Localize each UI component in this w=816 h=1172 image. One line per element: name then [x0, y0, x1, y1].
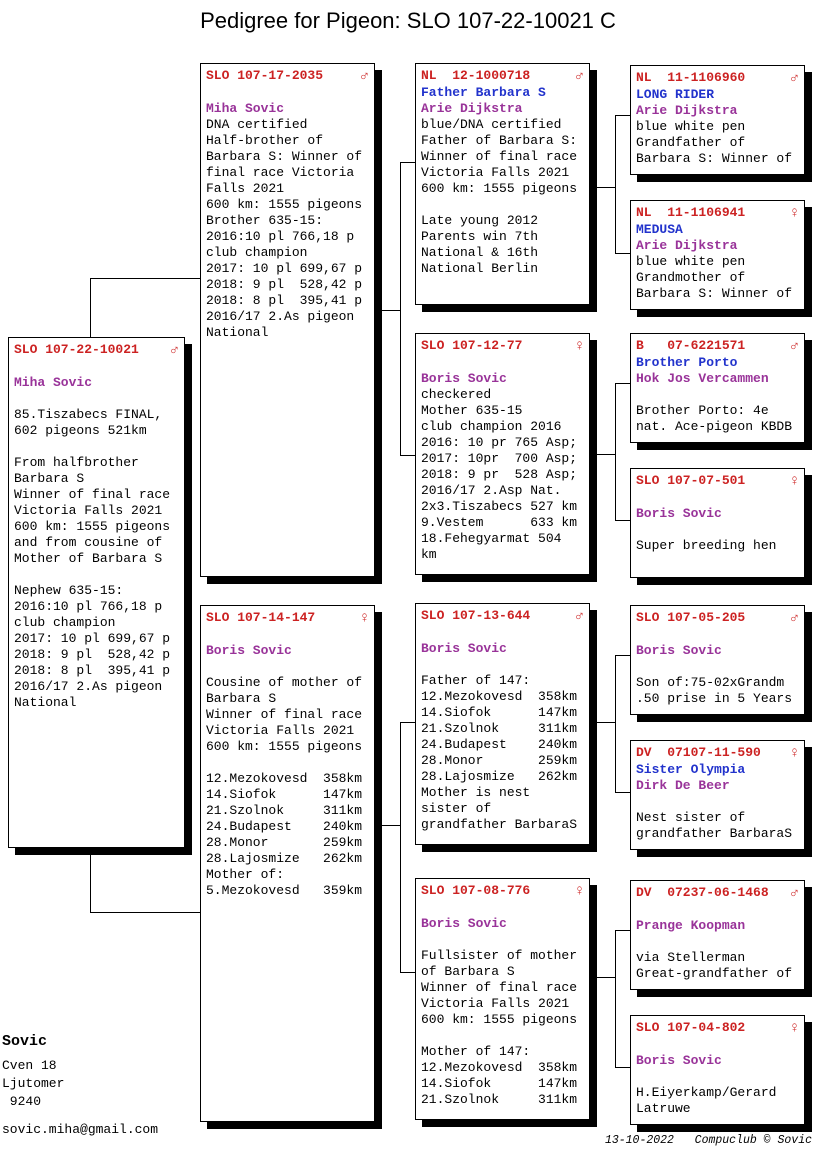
ring-number: NL 11-1106960	[636, 70, 746, 85]
pedigree-text-line: Arie Dijkstra	[636, 238, 738, 253]
pedigree-text-line: nat. Ace-pigeon KBDB	[636, 419, 793, 434]
pedigree-text-line: 2018: 9 pr 528 Asp;	[421, 467, 578, 482]
pedigree-text-line	[636, 794, 799, 810]
pedigree-text-line	[636, 490, 799, 506]
pedigree-text-line	[421, 932, 584, 948]
box-header	[636, 744, 799, 762]
pedigree-box-father	[200, 63, 375, 577]
pedigree-text-line: 2016/17 2.As pigeon	[206, 309, 355, 324]
male-icon: ♂	[574, 67, 584, 85]
pedigree-text-line: National Berlin	[421, 261, 539, 276]
pedigree-text-line: Victoria Falls 2021	[14, 503, 163, 518]
connector-line	[615, 655, 630, 656]
pedigree-text-line: 24.Budapest 240km	[421, 737, 578, 752]
pedigree-text-line: 14.Siofok 147km	[421, 705, 578, 720]
pedigree-text-line	[636, 934, 799, 950]
ring-number: NL 12-1000718	[421, 68, 531, 83]
pedigree-text-line: Son of:75-02xGrandm	[636, 675, 785, 690]
pedigree-text-line: Barbara S: Winner of	[636, 151, 793, 166]
pedigree-text-line: of Barbara S	[421, 964, 515, 979]
pedigree-text-line: 2017: 10 pl 699,67 p	[14, 631, 171, 646]
ring-number: SLO 107-14-147	[206, 610, 316, 625]
pedigree-text-line	[636, 1037, 799, 1053]
box-header	[421, 607, 584, 625]
pedigree-text-line	[206, 659, 369, 675]
software-credit: Compuclub © Sovic	[694, 1134, 812, 1147]
pedigree-text-line: Latruwe	[636, 1101, 691, 1116]
owner-name: Sovic	[2, 1033, 48, 1050]
pedigree-text-line: Miha Sovic	[206, 101, 285, 116]
pedigree-text-line: km	[421, 547, 437, 562]
pedigree-box-maternal-grandmother	[415, 878, 590, 1120]
pedigree-text-line: Mother of:	[206, 867, 285, 882]
connector-line	[615, 383, 616, 521]
pedigree-text-line: 12.Mezokovesd 358km	[206, 771, 363, 786]
ring-number: DV 07237-06-1468	[636, 885, 769, 900]
pedigree-text-line	[14, 391, 179, 407]
box-header	[636, 337, 799, 355]
pedigree-text-line: 600 km: 1555 pigeons	[206, 739, 363, 754]
pedigree-text-line: 28.Lajosmize 262km	[206, 851, 363, 866]
connector-line	[615, 655, 616, 793]
owner-address-street: Cven 18	[2, 1058, 57, 1073]
pedigree-text-line: Super breeding hen	[636, 538, 777, 553]
pedigree-text-line: 600 km: 1555 pigeons	[421, 181, 578, 196]
connector-line	[400, 162, 415, 163]
pedigree-text-line: National	[206, 325, 269, 340]
pedigree-text-line: 18.Fehegyarmat 504	[421, 531, 562, 546]
pedigree-text-line: Falls 2021	[206, 181, 285, 196]
page-title: Pedigree for Pigeon: SLO 107-22-10021 C	[200, 8, 616, 33]
pedigree-box-paternal-grandmother	[415, 333, 590, 575]
pedigree-text-line	[206, 85, 369, 101]
male-icon: ♂	[789, 337, 799, 355]
connector-line	[375, 825, 400, 826]
pedigree-text-line: Hok Jos Vercammen	[636, 371, 769, 386]
pedigree-text-line: DNA certified	[206, 117, 308, 132]
pedigree-text-line: Barbara S	[14, 471, 85, 486]
ring-number: SLO 107-07-501	[636, 473, 746, 488]
pedigree-text-line: 9.Vestem 633 km	[421, 515, 578, 530]
male-icon: ♂	[789, 884, 799, 902]
pedigree-text-line: MEDUSA	[636, 222, 683, 237]
box-header	[206, 609, 369, 627]
connector-line	[615, 520, 630, 521]
pedigree-text-line	[636, 627, 799, 643]
pedigree-text-line: sister of	[421, 801, 492, 816]
connector-line	[90, 848, 91, 912]
pedigree-text-line: Winner of final race	[14, 487, 171, 502]
pedigree-text-line: Father Barbara S	[421, 85, 546, 100]
pedigree-text-line: From halfbrother	[14, 455, 139, 470]
pedigree-text-line: National	[14, 695, 77, 710]
pedigree-text-line: Boris Sovic	[636, 506, 722, 521]
connector-line	[615, 792, 630, 793]
pedigree-text-line	[421, 625, 584, 641]
owner-email: sovic.miha@gmail.com	[2, 1122, 159, 1137]
pedigree-text-line: blue white pen	[636, 254, 746, 269]
pedigree-text-line: Boris Sovic	[206, 643, 292, 658]
pedigree-box-mother	[200, 605, 375, 1122]
connector-line	[615, 1067, 630, 1068]
female-icon: ♀	[574, 337, 584, 355]
pedigree-text-line: blue/DNA certified	[421, 117, 562, 132]
pedigree-text-line: Brother Porto: 4e	[636, 403, 769, 418]
male-icon: ♂	[574, 607, 584, 625]
pedigree-text-line: H.Eiyerkamp/Gerard	[636, 1085, 777, 1100]
box-header	[421, 882, 584, 900]
pedigree-text-line	[421, 900, 584, 916]
ring-number: SLO 107-04-802	[636, 1020, 746, 1035]
pedigree-text-line: Mother of Barbara S	[14, 551, 163, 566]
pedigree-box-great-grandparent-4	[630, 468, 805, 578]
pedigree-text-line: Dirk De Beer	[636, 778, 730, 793]
pedigree-box-paternal-grandfather	[415, 63, 590, 305]
connector-line	[590, 454, 615, 455]
pedigree-text-line: grandfather BarbaraS	[421, 817, 578, 832]
pedigree-text-line: checkered	[421, 387, 492, 402]
ring-number: B 07-6221571	[636, 338, 746, 353]
pedigree-text-line: 21.Szolnok 311km	[421, 1092, 578, 1107]
connector-line	[590, 187, 615, 188]
print-date: 13-10-2022	[604, 1134, 674, 1147]
connector-line	[90, 912, 200, 913]
box-header	[636, 204, 799, 222]
pedigree-text-line: Cousine of mother of	[206, 675, 363, 690]
box-header	[421, 67, 584, 85]
connector-line	[615, 115, 616, 254]
pedigree-text-line: 2018: 9 pl 528,42 p	[14, 647, 171, 662]
pedigree-text-line	[636, 659, 799, 675]
pedigree-text-line: Fullsister of mother	[421, 948, 578, 963]
box-header	[206, 67, 369, 85]
print-credit	[605, 1134, 812, 1147]
connector-line	[615, 253, 630, 254]
ring-number: SLO 107-22-10021	[14, 342, 139, 357]
pedigree-text-line: final race Victoria	[206, 165, 355, 180]
female-icon: ♀	[789, 1019, 799, 1037]
pedigree-text-line: and from cousine of	[14, 535, 163, 550]
pedigree-text-line: 14.Siofok 147km	[421, 1076, 578, 1091]
connector-line	[90, 278, 91, 338]
pedigree-text-line: Brother 635-15:	[206, 213, 324, 228]
pedigree-text-line: Nest sister of	[636, 810, 746, 825]
pedigree-text-line: 2x3.Tiszabecs 527 km	[421, 499, 578, 514]
pedigree-text-line: 28.Monor 259km	[421, 753, 578, 768]
ring-number: DV 07107-11-590	[636, 745, 761, 760]
pedigree-text-line: Father of 147:	[421, 673, 531, 688]
pedigree-text-line: 2016:10 pl 766,18 p	[206, 229, 355, 244]
connector-line	[615, 930, 630, 931]
pedigree-text-line: Mother of 147:	[421, 1044, 531, 1059]
connector-line	[615, 115, 630, 116]
pedigree-box-great-grandparent-3	[630, 333, 805, 443]
pedigree-text-line: Miha Sovic	[14, 375, 93, 390]
pedigree-text-line: Brother Porto	[636, 355, 738, 370]
pedigree-box-great-grandparent-6	[630, 740, 805, 850]
ring-number: SLO 107-17-2035	[206, 68, 324, 83]
pedigree-box-great-grandparent-1	[630, 65, 805, 175]
pedigree-text-line: Nephew 635-15:	[14, 583, 124, 598]
pedigree-text-line: Grandfather of	[636, 135, 746, 150]
pedigree-text-line: 2016/17 2.Asp Nat.	[421, 483, 562, 498]
pedigree-text-line: blue white pen	[636, 119, 746, 134]
pedigree-text-line: Late young 2012	[421, 213, 539, 228]
female-icon: ♀	[574, 882, 584, 900]
pedigree-text-line: 2016: 10 pr 765 Asp;	[421, 435, 578, 450]
ring-number: SLO 107-08-776	[421, 883, 531, 898]
pedigree-text-line: Great-grandfather of	[636, 966, 793, 981]
pedigree-text-line: .50 prise in 5 Years	[636, 691, 793, 706]
pedigree-box-great-grandparent-7	[630, 880, 805, 990]
pedigree-text-line: 600 km: 1555 pigeons	[421, 1012, 578, 1027]
pedigree-text-line: Sister Olympia	[636, 762, 746, 777]
pedigree-text-line: Arie Dijkstra	[421, 101, 523, 116]
pedigree-text-line: 5.Mezokovesd 359km	[206, 883, 363, 898]
pedigree-text-line: Mother is nest	[421, 785, 531, 800]
connector-line	[400, 455, 415, 456]
pedigree-text-line: 12.Mezokovesd 358km	[421, 689, 578, 704]
pedigree-text-line: Boris Sovic	[421, 641, 507, 656]
box-header	[636, 609, 799, 627]
pedigree-text-line	[421, 1028, 584, 1044]
pedigree-text-line: Boris Sovic	[421, 916, 507, 931]
pedigree-text-line: club champion 2016	[421, 419, 562, 434]
pedigree-text-line	[14, 359, 179, 375]
connector-line	[90, 278, 200, 279]
pedigree-text-line	[421, 355, 584, 371]
connector-line	[615, 383, 630, 384]
owner-address-city: Ljutomer	[2, 1076, 65, 1091]
pedigree-text-line: Victoria Falls 2021	[421, 996, 570, 1011]
pedigree-text-line: 602 pigeons 521km	[14, 423, 147, 438]
ring-number: SLO 107-05-205	[636, 610, 746, 625]
pedigree-text-line	[421, 657, 584, 673]
pedigree-text-line: Victoria Falls 2021	[206, 723, 355, 738]
pedigree-text-line: LONG RIDER	[636, 87, 715, 102]
pedigree-text-line: 2017: 10pr 700 Asp;	[421, 451, 578, 466]
pedigree-text-line: Boris Sovic	[636, 1053, 722, 1068]
pedigree-text-line	[14, 567, 179, 583]
pedigree-text-line: Grandmother of	[636, 270, 746, 285]
connector-line	[400, 972, 415, 973]
pedigree-text-line: 21.Szolnok 311km	[206, 803, 363, 818]
pedigree-text-line	[206, 627, 369, 643]
pedigree-text-line: Barbara S	[206, 691, 277, 706]
pedigree-text-line: Prange Koopman	[636, 918, 746, 933]
female-icon: ♀	[789, 472, 799, 490]
pedigree-text-line: Mother 635-15	[421, 403, 523, 418]
box-header	[636, 884, 799, 902]
pedigree-text-line: 600 km: 1555 pigeons	[14, 519, 171, 534]
pedigree-text-line: 2016/17 2.As pigeon	[14, 679, 163, 694]
connector-line	[400, 722, 401, 973]
pedigree-text-line: 2018: 8 pl 395,41 p	[206, 293, 363, 308]
pedigree-text-line: 85.Tiszabecs FINAL,	[14, 407, 163, 422]
female-icon: ♀	[359, 609, 369, 627]
box-header	[14, 341, 179, 359]
pedigree-text-line: National & 16th	[421, 245, 539, 260]
pedigree-text-line: grandfather BarbaraS	[636, 826, 793, 841]
pedigree-text-line	[636, 902, 799, 918]
pedigree-text-line: 2016:10 pl 766,18 p	[14, 599, 163, 614]
pedigree-text-line: Boris Sovic	[421, 371, 507, 386]
connector-line	[615, 930, 616, 1068]
pedigree-text-line	[14, 439, 179, 455]
credit-spacer	[674, 1134, 695, 1147]
pedigree-text-line	[636, 387, 799, 403]
pedigree-box-great-grandparent-5	[630, 605, 805, 715]
pedigree-box-maternal-grandfather	[415, 603, 590, 845]
connector-line	[375, 310, 400, 311]
pedigree-text-line: 12.Mezokovesd 358km	[421, 1060, 578, 1075]
ring-number: NL 11-1106941	[636, 205, 746, 220]
pedigree-text-line: club champion	[14, 615, 116, 630]
pedigree-text-line: 24.Budapest 240km	[206, 819, 363, 834]
pedigree-box-great-grandparent-8	[630, 1015, 805, 1125]
female-icon: ♀	[789, 204, 799, 222]
connector-line	[400, 162, 401, 456]
pedigree-text-line: Boris Sovic	[636, 643, 722, 658]
pedigree-text-line	[206, 755, 369, 771]
pedigree-text-line: Half-brother of	[206, 133, 324, 148]
pedigree-text-line: Winner of final race	[421, 980, 578, 995]
pedigree-text-line	[636, 522, 799, 538]
connector-line	[590, 977, 615, 978]
pedigree-text-line: 600 km: 1555 pigeons	[206, 197, 363, 212]
pedigree-text-line: 28.Lajosmize 262km	[421, 769, 578, 784]
male-icon: ♂	[789, 609, 799, 627]
pedigree-text-line: Barbara S: Winner of	[636, 286, 793, 301]
connector-line	[590, 722, 615, 723]
male-icon: ♂	[359, 67, 369, 85]
pedigree-text-line	[636, 1069, 799, 1085]
pedigree-text-line: 21.Szolnok 311km	[421, 721, 578, 736]
pedigree-text-line: Victoria Falls 2021	[421, 165, 570, 180]
owner-address-postcode: 9240	[2, 1094, 42, 1109]
female-icon: ♀	[789, 744, 799, 762]
pedigree-text-line: 2018: 9 pl 528,42 p	[206, 277, 363, 292]
pedigree-box-subject	[8, 337, 185, 848]
pedigree-text-line: Father of Barbara S:	[421, 133, 578, 148]
pedigree-text-line: Parents win 7th	[421, 229, 539, 244]
pedigree-box-great-grandparent-2	[630, 200, 805, 310]
pedigree-text-line: Arie Dijkstra	[636, 103, 738, 118]
pedigree-text-line: Winner of final race	[206, 707, 363, 722]
box-header	[636, 69, 799, 87]
pedigree-text-line: via Stellerman	[636, 950, 746, 965]
pedigree-text-line: 2018: 8 pl 395,41 p	[14, 663, 171, 678]
pedigree-text-line: 2017: 10 pl 699,67 p	[206, 261, 363, 276]
pedigree-text-line	[421, 197, 584, 213]
pedigree-text-line: 28.Monor 259km	[206, 835, 363, 850]
male-icon: ♂	[789, 69, 799, 87]
ring-number: SLO 107-13-644	[421, 608, 531, 623]
box-header	[421, 337, 584, 355]
pedigree-text-line: Barbara S: Winner of	[206, 149, 363, 164]
male-icon: ♂	[169, 341, 179, 359]
ring-number: SLO 107-12-77	[421, 338, 523, 353]
connector-line	[400, 722, 415, 723]
pedigree-text-line: 14.Siofok 147km	[206, 787, 363, 802]
box-header	[636, 1019, 799, 1037]
pedigree-text-line: Winner of final race	[421, 149, 578, 164]
box-header	[636, 472, 799, 490]
pedigree-text-line: club champion	[206, 245, 308, 260]
